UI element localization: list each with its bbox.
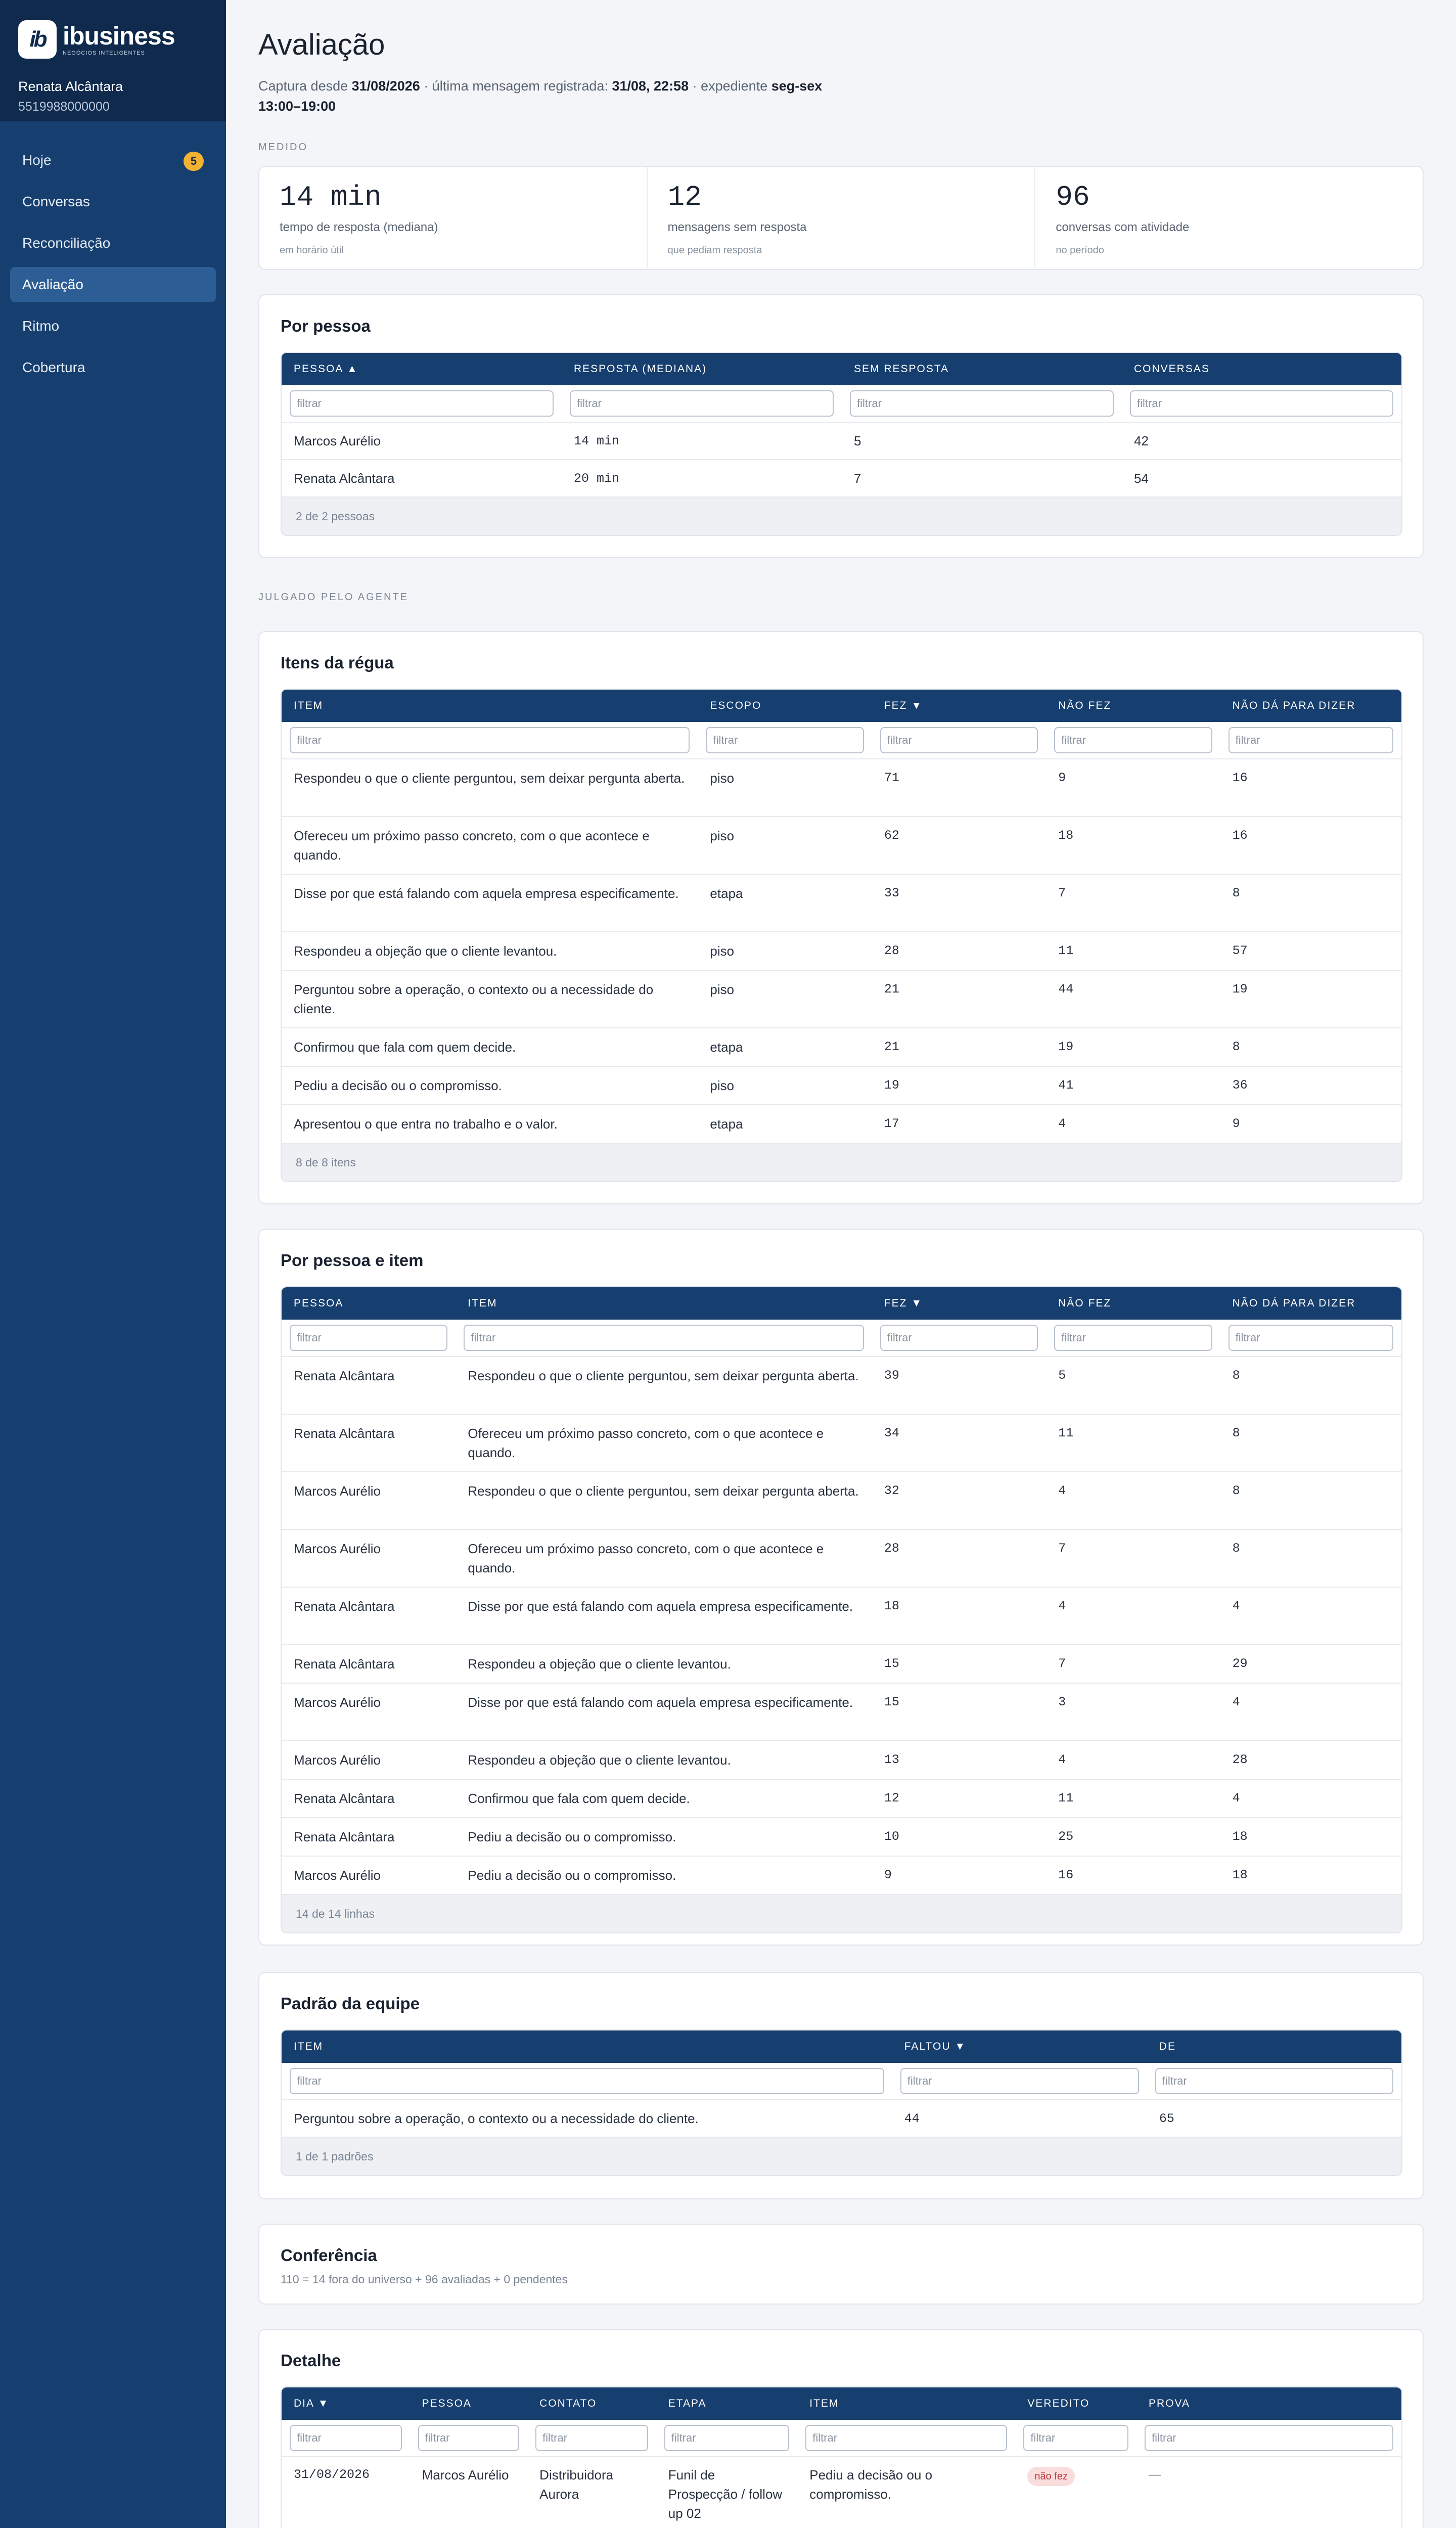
section-label-julgado: JULGADO PELO AGENTE	[258, 592, 409, 603]
column-header-item[interactable]: ITEM	[809, 2398, 839, 2409]
detail-card	[258, 2329, 1424, 2528]
filter-input[interactable]: filtrar	[290, 1325, 447, 1351]
cell: 42	[1134, 433, 1149, 448]
cell: 4	[1058, 1599, 1066, 1613]
cell: Ofereceu um próximo passo concreto, com o que acontece e quando.	[468, 1541, 824, 1575]
table-row	[282, 1684, 1401, 1741]
rules-card	[258, 631, 1424, 1204]
team-pattern-table	[281, 2029, 1402, 2176]
per-person-card	[258, 294, 1424, 558]
schedule-hours: 13:00–19:00	[258, 99, 336, 114]
cell: Respondeu o que o cliente perguntou, sem deixar pergunta aberta.	[468, 1368, 859, 1383]
cell: piso	[710, 828, 735, 843]
cell: 65	[1159, 2111, 1174, 2126]
cell: 25	[1058, 1829, 1074, 1844]
filter-input[interactable]: filtrar	[900, 2068, 1139, 2094]
table-row	[282, 460, 1401, 498]
capture-info	[258, 76, 916, 116]
card-title: Por pessoa e item	[281, 1251, 424, 1270]
capture-prefix: Captura desde	[258, 78, 348, 94]
cell: 41	[1058, 1078, 1074, 1093]
cell: 11	[1058, 943, 1074, 958]
cell: 8	[1232, 1040, 1240, 1054]
cell: Renata Alcântara	[294, 1829, 395, 1844]
cell: Respondeu o que o cliente perguntou, sem deixar pergunta aberta.	[294, 771, 685, 786]
sidebar-nav	[0, 121, 226, 385]
table-row	[282, 1818, 1401, 1857]
cell: Disse por que está falando com aquela empresa especificamente.	[468, 1599, 853, 1614]
cell: Ofereceu um próximo passo concreto, com o que acontece e quando.	[294, 828, 650, 863]
cell: 28	[1232, 1752, 1248, 1767]
cell: 31/08/2026	[294, 2467, 370, 2482]
schedule-prefix: · expediente	[692, 78, 768, 94]
filter-input[interactable]: filtrar	[850, 390, 1114, 417]
cell: 57	[1232, 943, 1248, 958]
stat-value: 96	[1056, 181, 1090, 213]
cell: 4	[1058, 1116, 1066, 1131]
brand-block	[0, 0, 226, 121]
table-row	[282, 1357, 1401, 1415]
cell: 33	[884, 886, 899, 900]
cell: Funil de Prospecção / follow up 02	[668, 2467, 783, 2521]
team-pattern-card	[258, 1972, 1424, 2199]
cell: 8	[1232, 1368, 1240, 1383]
sidebar-item-label: Avaliação	[22, 277, 83, 292]
column-header-fez[interactable]: FEZ ▼	[884, 1297, 923, 1309]
column-header-pessoa[interactable]: PESSOA ▲	[294, 363, 358, 375]
cell: Disse por que está falando com aquela empresa especificamente.	[294, 886, 679, 901]
stat-note: no período	[1056, 245, 1104, 256]
sidebar-item-ritmo[interactable]	[10, 308, 216, 344]
cell: 7	[854, 470, 861, 486]
filter-input[interactable]: filtrar	[464, 1325, 863, 1351]
cell: 7	[1058, 1541, 1066, 1556]
cell: 18	[884, 1599, 899, 1613]
cell: 28	[884, 943, 899, 958]
filter-input[interactable]: filtrar	[706, 727, 863, 753]
column-header-escopo[interactable]: ESCOPO	[710, 700, 762, 711]
logo-name: ibusiness	[63, 21, 175, 50]
column-header-nao-fez[interactable]: NÃO FEZ	[1058, 1297, 1112, 1309]
cell: Apresentou o que entra no trabalho e o valor.	[294, 1116, 558, 1132]
cell: 5	[1058, 1368, 1066, 1383]
cell: 11	[1058, 1426, 1074, 1440]
detail-table	[281, 2386, 1402, 2528]
table-row	[282, 971, 1401, 1028]
column-header-conversas[interactable]: CONVERSAS	[1134, 363, 1210, 375]
cell: 71	[884, 771, 899, 785]
cell: 54	[1134, 470, 1149, 486]
cell: Marcos Aurélio	[294, 1752, 381, 1768]
filter-input[interactable]: filtrar	[418, 2425, 520, 2451]
stat-note: que pediam resposta	[667, 245, 762, 256]
stat-unanswered	[648, 167, 1036, 269]
stat-label: tempo de resposta (mediana)	[280, 220, 438, 234]
verdict-badge: não fez	[1027, 2467, 1075, 2486]
conference-card	[258, 2224, 1424, 2305]
cell: 34	[884, 1426, 899, 1440]
column-header-dia[interactable]: DIA ▼	[294, 2398, 330, 2409]
cell: 16	[1232, 771, 1248, 785]
filter-input[interactable]: filtrar	[664, 2425, 790, 2451]
table-footer: 2 de 2 pessoas	[282, 498, 1401, 535]
capture-date: 31/08/2026	[351, 78, 420, 94]
proof-text: —	[1149, 2468, 1161, 2481]
cell: 8	[1232, 1483, 1240, 1498]
table-row	[282, 1741, 1401, 1780]
table-row	[282, 1472, 1401, 1530]
column-header-item[interactable]: ITEM	[294, 2041, 324, 2052]
table-row	[282, 2457, 1401, 2528]
cell: Marcos Aurélio	[294, 1868, 381, 1883]
card-title: Itens da régua	[281, 653, 394, 672]
cell: Renata Alcântara	[294, 1426, 395, 1441]
cell: Respondeu o que o cliente perguntou, sem deixar pergunta aberta.	[468, 1483, 859, 1499]
cell: Confirmou que fala com quem decide.	[468, 1791, 690, 1806]
last-message-prefix: · última mensagem registrada:	[424, 78, 608, 94]
cell: Confirmou que fala com quem decide.	[294, 1040, 516, 1055]
column-header-item[interactable]: ITEM	[294, 700, 324, 711]
cell: Pediu a decisão ou o compromisso.	[294, 1078, 502, 1093]
column-header-prova[interactable]: PROVA	[1149, 2398, 1190, 2409]
cell: 8	[1232, 1541, 1240, 1556]
cell: 19	[884, 1078, 899, 1093]
cell: 17	[884, 1116, 899, 1131]
cell: 9	[884, 1868, 892, 1882]
filter-input[interactable]: filtrar	[1155, 2068, 1393, 2094]
cell: Respondeu a objeção que o cliente levantou.	[468, 1656, 731, 1672]
table-row	[282, 1588, 1401, 1645]
cell: Marcos Aurélio	[294, 433, 381, 448]
cell: 4	[1232, 1695, 1240, 1709]
filter-input[interactable]: filtrar	[1228, 1325, 1393, 1351]
sidebar-item-label: Hoje	[22, 152, 52, 168]
table-row	[282, 1105, 1401, 1144]
cell: 5	[854, 433, 861, 448]
sidebar-item-label: Reconciliação	[22, 235, 111, 251]
filter-input[interactable]: filtrar	[290, 390, 554, 417]
cell: 18	[1058, 828, 1074, 843]
filter-input[interactable]: filtrar	[1023, 2425, 1128, 2451]
cell: Marcos Aurélio	[294, 1541, 381, 1556]
sidebar-item-reconciliacao[interactable]	[10, 225, 216, 261]
cell: 8	[1232, 1426, 1240, 1440]
cell: piso	[710, 943, 735, 959]
table-row	[282, 759, 1401, 817]
stat-label: mensagens sem resposta	[667, 220, 807, 234]
cell: 36	[1232, 1078, 1248, 1093]
cell: Marcos Aurélio	[422, 2467, 509, 2482]
conference-summary: 110 = 14 fora do universo + 96 avaliadas + 0 pendentes	[281, 2273, 568, 2286]
cell: 16	[1058, 1868, 1074, 1882]
cell: Marcos Aurélio	[294, 1483, 381, 1499]
cell: Pediu a decisão ou o compromisso.	[809, 2467, 933, 2502]
person-item-table	[281, 1286, 1402, 1933]
table-row	[282, 1415, 1401, 1472]
filter-input[interactable]: filtrar	[1130, 390, 1393, 417]
cell: 4	[1058, 1752, 1066, 1767]
cell: Marcos Aurélio	[294, 1695, 381, 1710]
verdict-cell	[1015, 2465, 1136, 2486]
sidebar-item-avaliacao[interactable]	[10, 267, 216, 302]
table-row	[282, 423, 1401, 460]
main-content	[226, 0, 1456, 2528]
filter-input[interactable]: filtrar	[290, 727, 690, 753]
cell: 21	[884, 982, 899, 997]
table-footer: 8 de 8 itens	[282, 1144, 1401, 1181]
column-header-faltou[interactable]: FALTOU ▼	[904, 2041, 967, 2052]
cell: 44	[904, 2111, 920, 2126]
table-row	[282, 2100, 1401, 2138]
person-item-card	[258, 1229, 1424, 1946]
cell: 15	[884, 1695, 899, 1709]
cell: Renata Alcântara	[294, 1368, 395, 1383]
column-header-nao-da[interactable]: NÃO DÁ PARA DIZER	[1232, 1297, 1356, 1309]
cell: 11	[1058, 1791, 1074, 1805]
page-title: Avaliação	[258, 28, 385, 61]
cell: Renata Alcântara	[294, 470, 395, 486]
stat-label: conversas com atividade	[1056, 220, 1190, 234]
column-header-contato[interactable]: CONTATO	[539, 2398, 597, 2409]
filter-input[interactable]: filtrar	[1145, 2425, 1393, 2451]
cell: piso	[710, 1078, 735, 1093]
cell: 9	[1058, 771, 1066, 785]
filter-input[interactable]: filtrar	[290, 2425, 402, 2451]
logo	[18, 20, 208, 59]
sidebar-item-cobertura[interactable]	[10, 350, 216, 385]
cell: Pediu a decisão ou o compromisso.	[468, 1868, 676, 1883]
cell: 21	[884, 1040, 899, 1054]
table-row	[282, 1530, 1401, 1588]
sidebar-item-label: Cobertura	[22, 359, 85, 375]
column-header-resposta[interactable]: RESPOSTA (MEDIANA)	[574, 363, 707, 375]
filter-input[interactable]: filtrar	[1054, 1325, 1212, 1351]
cell: 15	[884, 1656, 899, 1671]
sidebar	[0, 0, 226, 2528]
stat-value: 12	[667, 181, 702, 213]
proof-cell	[1136, 2465, 1401, 2485]
cell: Renata Alcântara	[294, 1599, 395, 1614]
sidebar-item-conversas[interactable]	[10, 184, 216, 219]
cell: Respondeu a objeção que o cliente levantou.	[468, 1752, 731, 1768]
cell: Renata Alcântara	[294, 1791, 395, 1806]
table-row	[282, 1067, 1401, 1105]
cell: piso	[710, 982, 735, 997]
cell: 19	[1058, 1040, 1074, 1054]
column-header-fez[interactable]: FEZ ▼	[884, 700, 923, 711]
cell: Ofereceu um próximo passo concreto, com o que acontece e quando.	[468, 1426, 824, 1460]
user-phone: 5519988000000	[18, 100, 110, 114]
last-message-time: 31/08, 22:58	[612, 78, 689, 94]
cell: 18	[1232, 1829, 1248, 1844]
stat-value: 14 min	[280, 181, 382, 213]
column-header-pessoa[interactable]: PESSOA	[422, 2398, 472, 2409]
column-header-sem-resposta[interactable]: SEM RESPOSTA	[854, 363, 949, 375]
table-row	[282, 1645, 1401, 1684]
filter-input[interactable]: filtrar	[880, 1325, 1038, 1351]
cell: 9	[1232, 1116, 1240, 1131]
per-person-table	[281, 352, 1402, 536]
cell: 28	[884, 1541, 899, 1556]
cell: Distribuidora Aurora	[539, 2467, 614, 2502]
sidebar-item-label: Ritmo	[22, 318, 60, 334]
card-title: Conferência	[281, 2246, 377, 2265]
cell: 4	[1232, 1791, 1240, 1805]
cell: 4	[1058, 1483, 1066, 1498]
cell: 3	[1058, 1695, 1066, 1709]
cell: 32	[884, 1483, 899, 1498]
cell: 62	[884, 828, 899, 843]
cell: 12	[884, 1791, 899, 1805]
column-header-de[interactable]: DE	[1159, 2041, 1176, 2052]
filter-input[interactable]: filtrar	[1054, 727, 1212, 753]
cell: etapa	[710, 1116, 743, 1132]
cell: 19	[1232, 982, 1248, 997]
filter-input[interactable]: filtrar	[805, 2425, 1007, 2451]
filter-input[interactable]: filtrar	[570, 390, 834, 417]
cell: piso	[710, 771, 735, 786]
logo-mark-icon: ib	[18, 20, 57, 59]
card-title: Padrão da equipe	[281, 1994, 420, 2013]
schedule-days: seg-sex	[771, 78, 823, 94]
cell: Perguntou sobre a operação, o contexto ou a necessidade do cliente.	[294, 982, 654, 1016]
column-header-nao-da[interactable]: NÃO DÁ PARA DIZER	[1232, 700, 1356, 711]
filter-input[interactable]: filtrar	[535, 2425, 648, 2451]
cell: 39	[884, 1368, 899, 1383]
cell: 14 min	[574, 433, 620, 448]
column-header-item[interactable]: ITEM	[468, 1297, 497, 1309]
cell: 29	[1232, 1656, 1248, 1671]
column-header-nao-fez[interactable]: NÃO FEZ	[1058, 700, 1112, 711]
cell: etapa	[710, 886, 743, 901]
stats-card	[258, 166, 1424, 270]
filter-input[interactable]: filtrar	[290, 2068, 884, 2094]
cell: 8	[1232, 886, 1240, 900]
cell: 7	[1058, 1656, 1066, 1671]
card-title: Por pessoa	[281, 317, 371, 335]
cell: 20 min	[574, 471, 620, 486]
sidebar-item-hoje[interactable]	[10, 143, 216, 178]
column-header-pessoa[interactable]: PESSOA	[294, 1297, 344, 1309]
cell: Respondeu a objeção que o cliente levantou.	[294, 943, 557, 959]
table-footer: 1 de 1 padrões	[282, 2138, 1401, 2175]
filter-input[interactable]: filtrar	[880, 727, 1038, 753]
cell: 44	[1058, 982, 1074, 997]
stat-conversations	[1035, 167, 1423, 269]
cell: Perguntou sobre a operação, o contexto ou a necessidade do cliente.	[294, 2110, 699, 2126]
column-header-veredito[interactable]: VEREDITO	[1027, 2398, 1090, 2409]
table-row	[282, 1028, 1401, 1067]
cell: 10	[884, 1829, 899, 1844]
cell: 18	[1232, 1868, 1248, 1882]
table-footer: 14 de 14 linhas	[282, 1895, 1401, 1932]
cell: Renata Alcântara	[294, 1656, 395, 1672]
cell: 16	[1232, 828, 1248, 843]
filter-input[interactable]: filtrar	[1228, 727, 1393, 753]
cell: 4	[1232, 1599, 1240, 1613]
table-row	[282, 1857, 1401, 1895]
cell: 7	[1058, 886, 1066, 900]
sidebar-item-label: Conversas	[22, 194, 90, 209]
cell: Pediu a decisão ou o compromisso.	[468, 1829, 676, 1844]
table-row	[282, 817, 1401, 875]
cell: Disse por que está falando com aquela empresa especificamente.	[468, 1695, 853, 1710]
notification-badge: 5	[184, 152, 204, 171]
table-row	[282, 875, 1401, 932]
table-row	[282, 932, 1401, 971]
section-label-medido: MEDIDO	[258, 142, 308, 153]
stat-response-time	[259, 167, 648, 269]
logo-tagline: NEGÓCIOS INTELIGENTES	[63, 50, 145, 56]
rules-table	[281, 689, 1402, 1182]
user-name: Renata Alcântara	[18, 79, 123, 94]
cell: etapa	[710, 1040, 743, 1055]
column-header-etapa[interactable]: ETAPA	[668, 2398, 707, 2409]
stat-note: em horário útil	[280, 245, 344, 256]
cell: 13	[884, 1752, 899, 1767]
table-row	[282, 1780, 1401, 1818]
card-title: Detalhe	[281, 2351, 341, 2370]
